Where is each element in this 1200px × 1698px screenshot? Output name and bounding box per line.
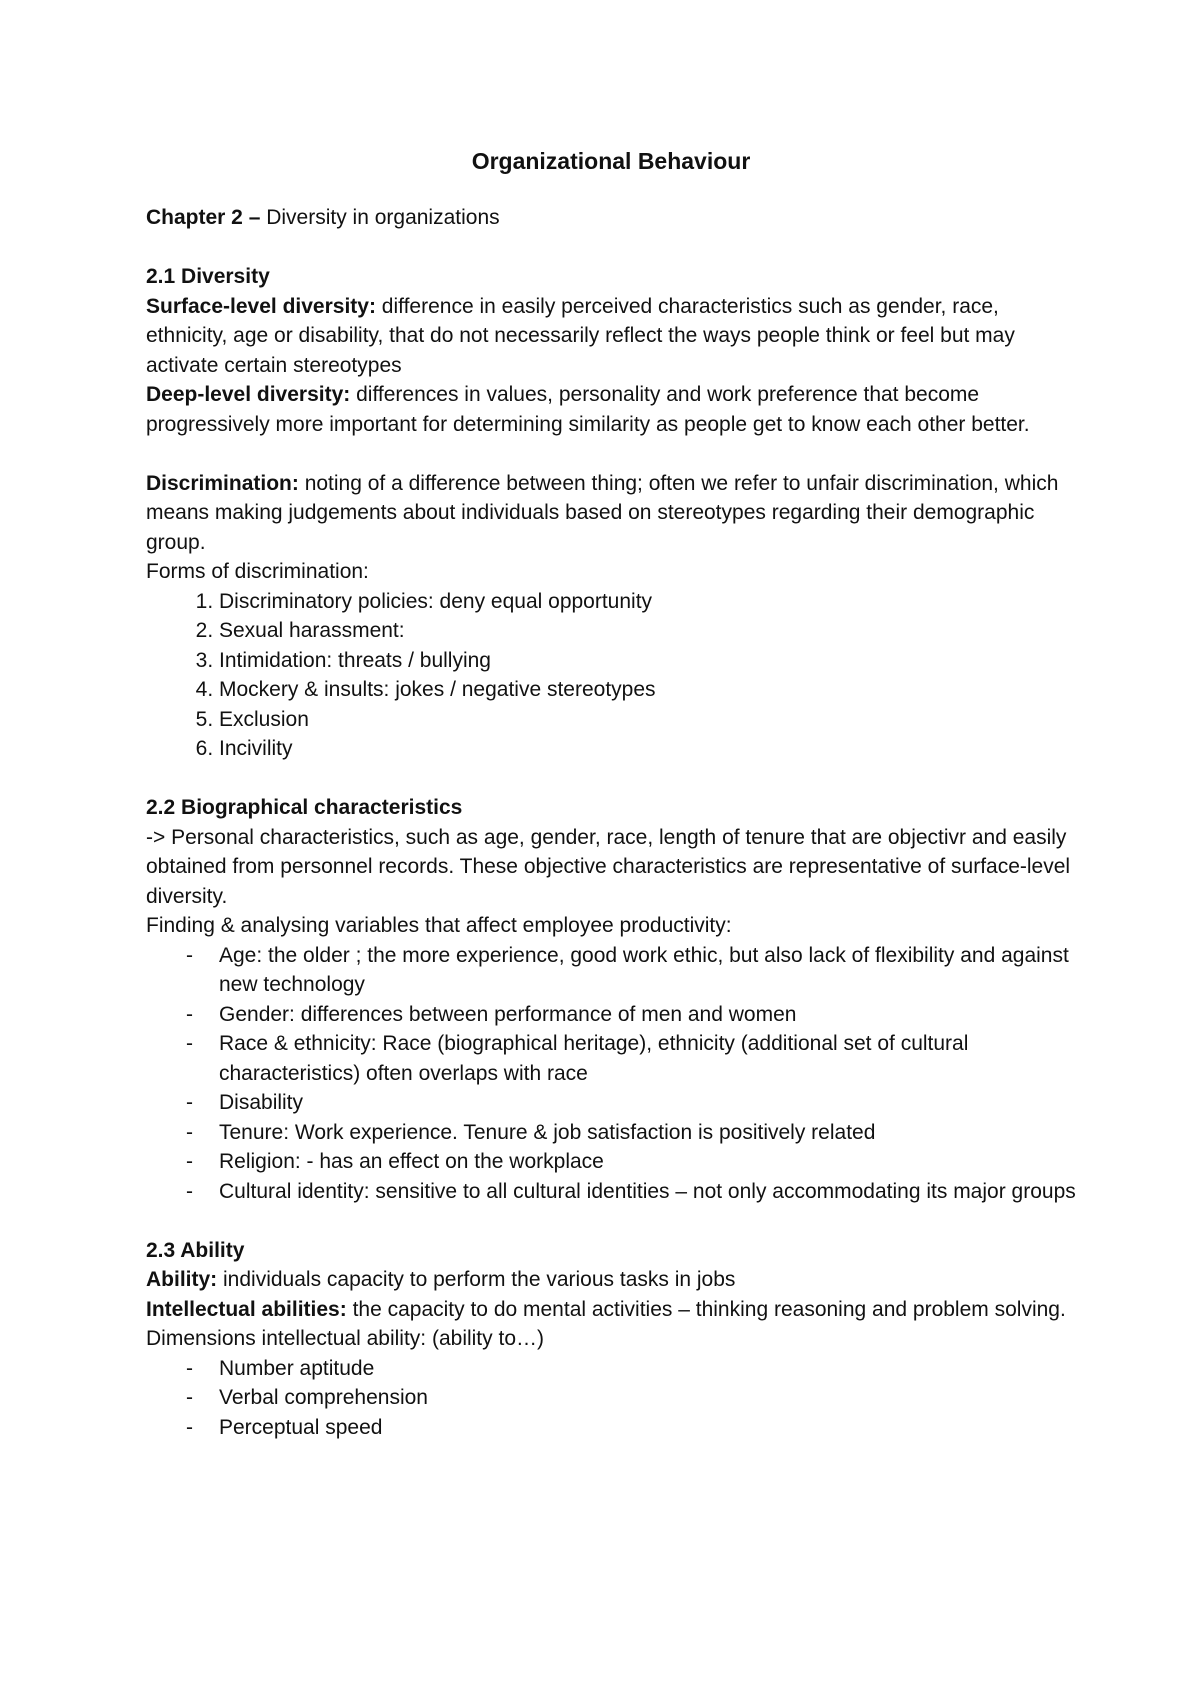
discrimination-term: Discrimination: (146, 471, 299, 495)
list-item: 3. Intimidation: threats / bullying (219, 646, 1076, 676)
list-item: - Verbal comprehension (219, 1383, 1076, 1413)
spacer (146, 1206, 1076, 1236)
biographical-variables-list (146, 941, 1076, 1207)
list-item: - Perceptual speed (219, 1413, 1076, 1443)
section-heading-2-2 (146, 793, 1076, 823)
document-page (146, 146, 1076, 1442)
surface-level-term: Surface-level diversity: (146, 294, 376, 318)
chapter-heading (146, 203, 1076, 233)
discrimination-text: noting of a difference between thing; often we refer to unfair discrimination, which means making judgements about individuals based on stereotypes regarding their demographic group. (146, 471, 1059, 554)
list-item: - Disability (219, 1088, 1076, 1118)
deep-level-text: differences in values, personality and work preference that become progressively more important for determining similarity as people get to know each other better. (146, 383, 1030, 436)
list-item: 5. Exclusion (219, 705, 1076, 735)
discrimination-definition (146, 469, 1076, 558)
ability-definition (146, 1265, 1076, 1295)
discrimination-forms-list (146, 587, 1076, 764)
spacer (146, 439, 1076, 469)
intellectual-abilities-definition (146, 1295, 1076, 1325)
intellectual-dimensions-list (146, 1354, 1076, 1443)
forms-intro: Forms of discrimination: (146, 560, 369, 583)
chapter-label: Chapter 2 – (146, 206, 261, 229)
biographical-intro: -> Personal characteristics, such as age, gender, race, length of tenure that are objectivr and easily obtained from personnel records. These objective characteristics are representative of surface-level diversity. (146, 825, 1071, 908)
section-heading-text: 2.3 Ability (146, 1238, 245, 1262)
section-heading-2-3 (146, 1236, 1076, 1266)
deep-level-definition (146, 380, 1076, 439)
ability-term: Ability: (146, 1268, 218, 1291)
chapter-text: Diversity in organizations (260, 206, 500, 229)
section-heading-text: 2.2 Biographical characteristics (146, 796, 463, 819)
section-heading-text: 2.1 Diversity (146, 265, 270, 288)
list-item: 6. Incivility (219, 734, 1076, 764)
list-item: 4. Mockery & insults: jokes / negative stereotypes (219, 675, 1076, 705)
surface-level-definition (146, 292, 1076, 381)
document-title: Organizational Behaviour (471, 148, 751, 174)
list-item: 2. Sexual harassment: (219, 616, 1076, 646)
list-item: - Cultural identity: sensitive to all cultural identities – not only accommodating its major groups (219, 1177, 1076, 1207)
ability-text: individuals capacity to perform the various tasks in jobs (217, 1268, 736, 1291)
dimensions-intro: Dimensions intellectual ability: (ability to…) (146, 1327, 544, 1350)
list-item: - Gender: differences between performance of men and women (219, 1000, 1076, 1030)
intellectual-abilities-text: the capacity to do mental activities – thinking reasoning and problem solving. (346, 1297, 1066, 1321)
deep-level-term: Deep-level diversity: (146, 383, 351, 406)
list-item: - Number aptitude (219, 1354, 1076, 1384)
productivity-intro: Finding & analysing variables that affect employee productivity: (146, 914, 732, 937)
list-item: - Tenure: Work experience. Tenure & job satisfaction is positively related (219, 1118, 1076, 1148)
list-item: - Age: the older ; the more experience, good work ethic, but also lack of flexibility and against new technology (219, 941, 1076, 1000)
list-item: - Religion: - has an effect on the workplace (219, 1147, 1076, 1177)
list-item: - Race & ethnicity: Race (biographical heritage), ethnicity (additional set of cultural characteristics) often overlaps with race (219, 1029, 1076, 1088)
intellectual-abilities-term: Intellectual abilities: (146, 1297, 347, 1321)
section-heading-2-1 (146, 262, 1076, 292)
spacer (146, 233, 1076, 263)
surface-level-text: difference in easily perceived characteristics such as gender, race, ethnicity, age or disability, that do not necessarily reflect the ways people think or feel but may activate certain stereotypes (146, 294, 1015, 377)
list-item: 1. Discriminatory policies: deny equal opportunity (219, 587, 1076, 617)
spacer (146, 764, 1076, 794)
